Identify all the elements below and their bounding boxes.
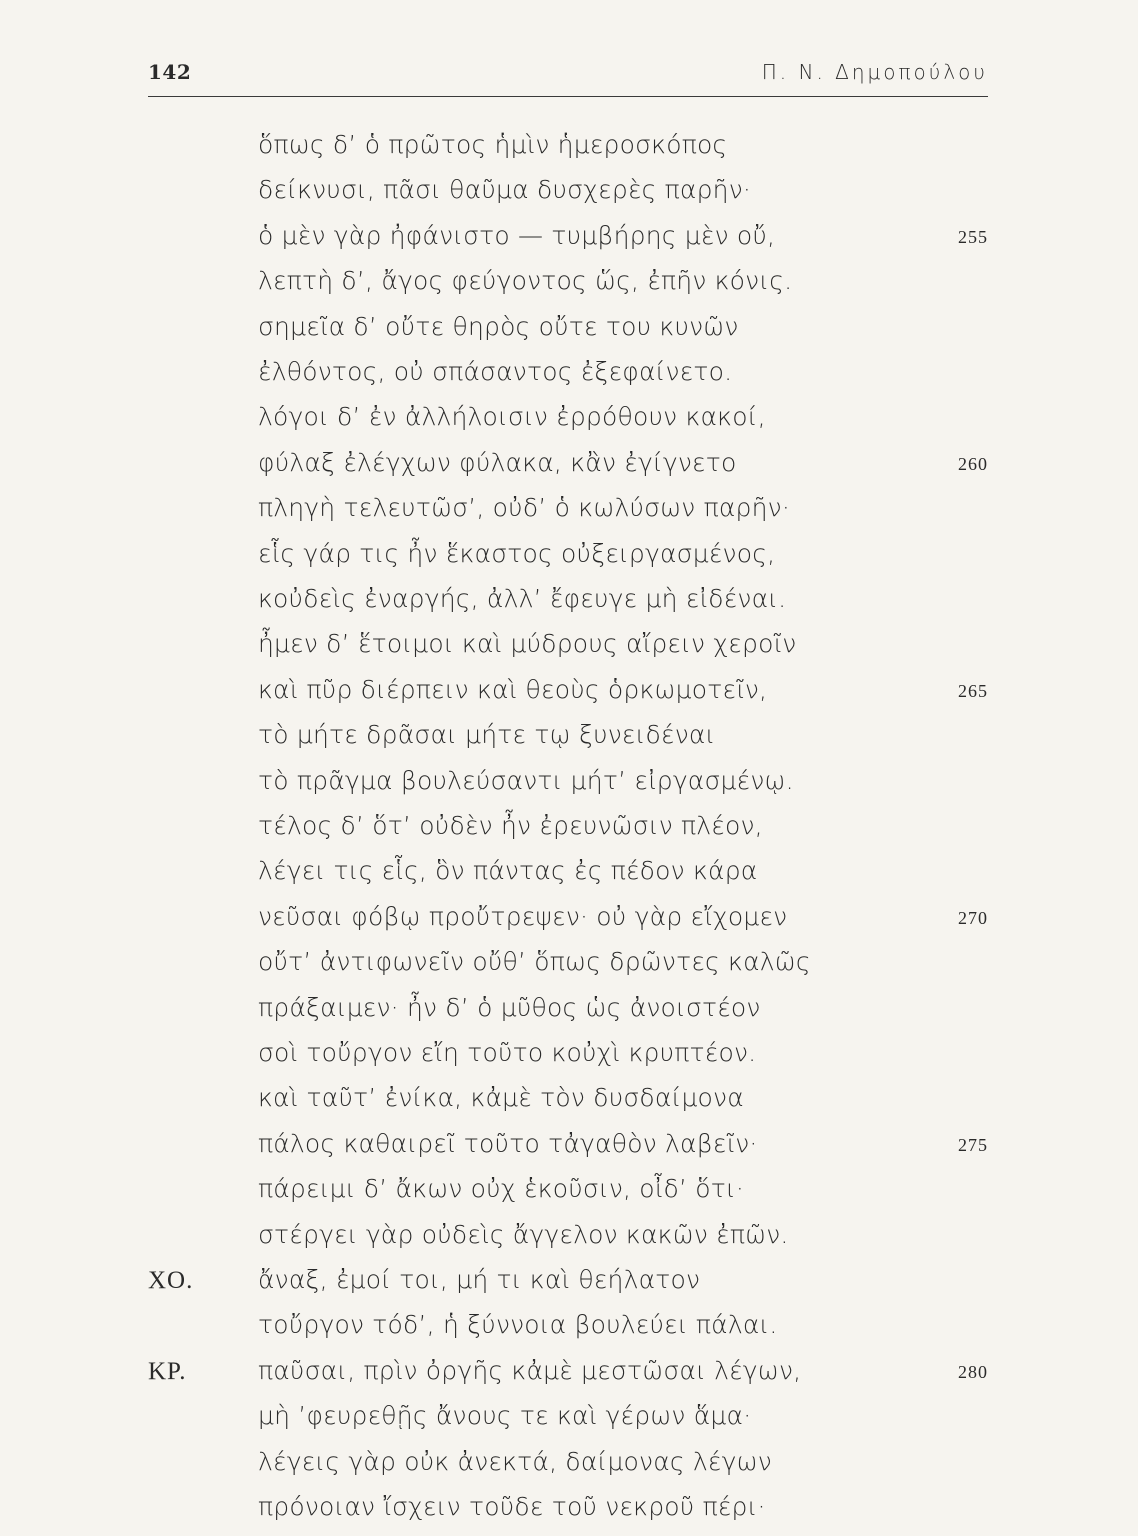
verse-line	[0, 1306, 1138, 1354]
verse-line	[0, 171, 1138, 219]
verse-text: καὶ ταῦτ’ ἐνίκα, κἀμὲ τὸν δυσδαίμονα	[258, 1083, 744, 1113]
verse-text: παῦσαι, πρὶν ὀργῆς κἀμὲ μεστῶσαι λέγων,	[258, 1355, 802, 1385]
verse-text: οὔτ’ ἀντιφωνεῖν οὔθ’ ὅπως δρῶντες καλῶς	[258, 947, 811, 977]
verse-text: δείκνυσι, πᾶσι θαῦμα δυσχερὲς παρῆν·	[258, 175, 752, 205]
verse-line	[0, 898, 1138, 946]
running-head: Π. Ν. Δημοπούλου	[761, 60, 988, 84]
verse-text: λέγει τις εἷς, ὃν πάντας ἐς πέδον κάρα	[258, 856, 758, 886]
verse-text: ἄναξ, ἐμοί τοι, μή τι καὶ θεήλατον	[258, 1265, 701, 1294]
verse-text: ὅπως δ’ ὁ πρῶτος ἡμὶν ἡμεροσκόπος	[258, 130, 728, 159]
verse-line	[0, 807, 1138, 855]
verse-text: φύλαξ ἐλέγχων φύλακα, κἂν ἐγίγνετο	[258, 447, 737, 477]
verse-line	[0, 1261, 1138, 1309]
verse-text: μὴ ’φευρεθῇς ἄνους τε καὶ γέρων ἅμα·	[258, 1401, 752, 1431]
verse-line	[0, 353, 1138, 401]
verse-line	[0, 262, 1138, 310]
verse-text: πράξαιμεν· ἦν δ’ ὁ μῦθος ὡς ἀνοιστέον	[258, 992, 761, 1022]
verse-line	[0, 580, 1138, 628]
verse-text: τοὔργον τόδ’, ἡ ξύννοια βουλεύει πάλαι.	[258, 1310, 778, 1340]
verse-line	[0, 762, 1138, 810]
line-number: 265	[958, 680, 988, 701]
verse-text: κοὐδεὶς ἐναργής, ἀλλ’ ἔφευγε μὴ εἰδέναι.	[258, 584, 787, 613]
verse-line	[0, 1488, 1138, 1536]
verse-line	[0, 1352, 1138, 1400]
verse-line	[0, 1125, 1138, 1173]
verse-line	[0, 625, 1138, 673]
line-number: 255	[958, 226, 988, 247]
verse-text: ἦμεν δ’ ἕτοιμοι καὶ μύδρους αἴρειν χεροῖν	[258, 629, 797, 659]
verse-line	[0, 308, 1138, 356]
verse-line	[0, 1397, 1138, 1445]
verse-text: τέλος δ’ ὅτ’ οὐδὲν ἦν ἐρευνῶσιν πλέον,	[258, 811, 763, 840]
verse-line	[0, 444, 1138, 492]
verse-line	[0, 1034, 1138, 1082]
verse-line	[0, 535, 1138, 583]
verse-text: ὁ μὲν γὰρ ἠφάνιστο — τυμβήρης μὲν οὔ,	[258, 220, 776, 250]
verse-text: πρόνοιαν ἴσχειν τοῦδε τοῦ νεκροῦ πέρι·	[258, 1492, 766, 1521]
verse-line	[0, 716, 1138, 764]
verse-text: εἷς γάρ τις ἦν ἕκαστος οὐξειργασμένος,	[258, 538, 776, 568]
page-number: 142	[148, 60, 192, 84]
verse-text: λεπτὴ δ’, ἄγος φεύγοντος ὥς, ἐπῆν κόνις.	[258, 266, 793, 296]
verse-line	[0, 489, 1138, 537]
verse-text: καὶ πῦρ διέρπειν καὶ θεοὺς ὁρκωμοτεῖν,	[258, 674, 768, 704]
verse-line	[0, 1216, 1138, 1264]
verse-line	[0, 671, 1138, 719]
verse-line	[0, 1170, 1138, 1218]
line-number: 270	[958, 907, 988, 928]
verse-text: σημεῖα δ’ οὔτε θηρὸς οὔτε του κυνῶν	[258, 311, 739, 341]
verse-text: ἐλθόντος, οὐ σπάσαντος ἐξεφαίνετο.	[258, 357, 733, 386]
line-number: 275	[958, 1134, 988, 1155]
line-number: 260	[958, 453, 988, 474]
speaker-label: ΧΟ.	[148, 1267, 194, 1294]
verse-line	[0, 989, 1138, 1037]
verse-text: σοὶ τοὔργον εἴη τοῦτο κοὐχὶ κρυπτέον.	[258, 1038, 757, 1067]
verse-line	[0, 398, 1138, 446]
speaker-label: ΚΡ.	[148, 1357, 187, 1385]
verse-line	[0, 217, 1138, 265]
verse-text: τὸ πρᾶγμα βουλεύσαντι μήτ’ εἰργασμένῳ.	[258, 765, 794, 795]
verse-text: λόγοι δ’ ἐν ἀλλήλοισιν ἐρρόθουν κακοί,	[258, 402, 766, 432]
verse-text: λέγεις γὰρ οὐκ ἀνεκτά, δαίμονας λέγων	[258, 1446, 772, 1476]
verse-text: νεῦσαι φόβῳ προὔτρεψεν· οὐ γὰρ εἴχομεν	[258, 901, 788, 931]
verse-text: στέργει γὰρ οὐδεὶς ἄγγελον κακῶν ἐπῶν.	[258, 1219, 789, 1249]
verse-line	[0, 1443, 1138, 1491]
verse-text: τὸ μήτε δρᾶσαι μήτε τῳ ξυνειδέναι	[258, 720, 716, 750]
verse-line	[0, 1079, 1138, 1127]
verse-text: πάρειμι δ’ ἄκων οὐχ ἑκοῦσιν, οἶδ’ ὅτι·	[258, 1174, 745, 1204]
verse-line	[0, 126, 1138, 174]
verse-text: πάλος καθαιρεῖ τοῦτο τἀγαθὸν λαβεῖν·	[258, 1128, 758, 1158]
verse-line	[0, 852, 1138, 900]
verse-text: πληγὴ τελευτῶσ’, οὐδ’ ὁ κωλύσων παρῆν·	[258, 493, 790, 523]
page-header	[148, 56, 988, 97]
line-number: 280	[958, 1361, 988, 1382]
verse-line	[0, 943, 1138, 991]
